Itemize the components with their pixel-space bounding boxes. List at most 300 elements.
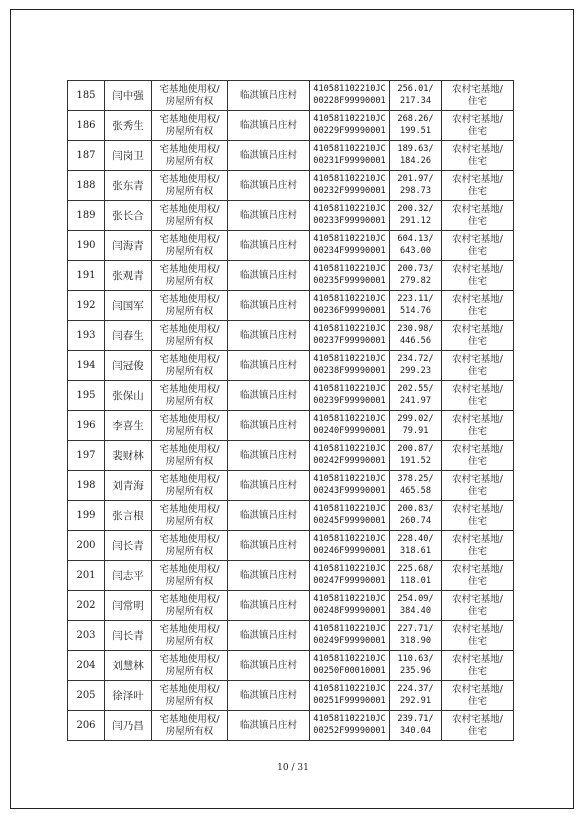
area-line-1: 224.37/ [397, 684, 434, 694]
area [390, 411, 442, 441]
property-code-line-2: 00231F99990001 [313, 155, 386, 166]
property-code-line-2: 00248F99990001 [313, 605, 386, 616]
right-type [152, 441, 228, 471]
owner-name: 闫国军 [105, 291, 152, 321]
right-type-line-1: 宅基地使用权/ [159, 714, 220, 725]
row-number: 196 [68, 411, 105, 441]
property-code-line-2: 00237F99990001 [313, 335, 386, 346]
area-line-1: 202.55/ [397, 384, 434, 394]
property-code-line-2: 00242F99990001 [313, 455, 386, 466]
land-use [442, 411, 514, 441]
location: 临淇镇吕庄村 [228, 261, 310, 291]
property-code-line-2: 00229F99990001 [313, 125, 386, 136]
area-line-1: 201.97/ [397, 174, 434, 184]
land-use-line-2: 住宅 [467, 455, 487, 467]
area [390, 441, 442, 471]
right-type-line-1: 宅基地使用权/ [159, 174, 220, 185]
land-use [442, 381, 514, 411]
table-row [68, 501, 514, 531]
land-use [442, 441, 514, 471]
location: 临淇镇吕庄村 [228, 171, 310, 201]
land-use-line-2: 住宅 [467, 95, 487, 107]
area-line-2: 340.04 [399, 725, 432, 736]
right-type-line-2: 房屋所有权 [165, 125, 214, 137]
location: 临淇镇吕庄村 [228, 231, 310, 261]
row-number: 188 [68, 171, 105, 201]
right-type [152, 351, 228, 381]
area-line-1: 200.83/ [397, 504, 434, 514]
land-use-line-1: 农村宅基地/ [452, 354, 503, 365]
location: 临淇镇吕庄村 [228, 411, 310, 441]
area-line-2: 299.23 [399, 365, 432, 376]
owner-name: 刘青海 [105, 471, 152, 501]
right-type [152, 591, 228, 621]
property-code-line-2: 00246F99990001 [313, 545, 386, 556]
land-use [442, 591, 514, 621]
property-code [310, 561, 390, 591]
land-use [442, 291, 514, 321]
property-code-line-1: 410581102210JC [313, 414, 386, 424]
location: 临淇镇吕庄村 [228, 471, 310, 501]
property-code-line-2: 00233F99990001 [313, 215, 386, 226]
area-line-2: 279.82 [399, 275, 432, 286]
right-type-line-2: 房屋所有权 [165, 365, 214, 377]
row-number: 205 [68, 681, 105, 711]
land-use-line-2: 住宅 [467, 695, 487, 707]
land-use [442, 321, 514, 351]
owner-name: 闫长青 [105, 531, 152, 561]
area-line-1: 200.87/ [397, 444, 434, 454]
area-line-1: 239.71/ [397, 714, 434, 724]
property-code [310, 141, 390, 171]
property-code-line-1: 410581102210JC [313, 384, 386, 394]
land-use [442, 711, 514, 741]
area-line-2: 235.96 [399, 665, 432, 676]
location: 临淇镇吕庄村 [228, 351, 310, 381]
owner-name: 张长合 [105, 201, 152, 231]
right-type [152, 111, 228, 141]
area-line-2: 217.34 [399, 95, 432, 106]
registry-table [67, 80, 514, 741]
right-type-line-2: 房屋所有权 [165, 245, 214, 257]
row-number: 198 [68, 471, 105, 501]
right-type [152, 531, 228, 561]
land-use-line-2: 住宅 [467, 545, 487, 557]
location: 临淇镇吕庄村 [228, 621, 310, 651]
right-type [152, 81, 228, 111]
property-code-line-2: 00247F99990001 [313, 575, 386, 586]
right-type-line-2: 房屋所有权 [165, 185, 214, 197]
land-use [442, 651, 514, 681]
property-code-line-2: 00251F99990001 [313, 695, 386, 706]
table-row [68, 471, 514, 501]
land-use [442, 141, 514, 171]
land-use-line-2: 住宅 [467, 575, 487, 587]
land-use-line-1: 农村宅基地/ [452, 564, 503, 575]
owner-name: 刘慧林 [105, 651, 152, 681]
land-use-line-1: 农村宅基地/ [452, 684, 503, 695]
right-type-line-2: 房屋所有权 [165, 635, 214, 647]
property-code [310, 471, 390, 501]
area [390, 111, 442, 141]
row-number: 192 [68, 291, 105, 321]
area [390, 501, 442, 531]
right-type-line-2: 房屋所有权 [165, 515, 214, 527]
right-type-line-1: 宅基地使用权/ [159, 294, 220, 305]
owner-name: 张言根 [105, 501, 152, 531]
table-row [68, 651, 514, 681]
property-code [310, 111, 390, 141]
land-use [442, 231, 514, 261]
right-type-line-1: 宅基地使用权/ [159, 354, 220, 365]
property-code-line-1: 410581102210JC [313, 324, 386, 334]
land-use-line-1: 农村宅基地/ [452, 294, 503, 305]
land-use-line-2: 住宅 [467, 365, 487, 377]
right-type-line-2: 房屋所有权 [165, 155, 214, 167]
right-type-line-2: 房屋所有权 [165, 335, 214, 347]
right-type-line-2: 房屋所有权 [165, 395, 214, 407]
right-type-line-2: 房屋所有权 [165, 275, 214, 287]
land-use-line-2: 住宅 [467, 155, 487, 167]
table-row [68, 141, 514, 171]
area-line-1: 200.32/ [397, 204, 434, 214]
area-line-1: 268.26/ [397, 114, 434, 124]
property-code-line-2: 00236F99990001 [313, 305, 386, 316]
owner-name: 裴财林 [105, 441, 152, 471]
right-type [152, 201, 228, 231]
area-line-2: 292.91 [399, 695, 432, 706]
land-use [442, 351, 514, 381]
land-use-line-1: 农村宅基地/ [452, 594, 503, 605]
area-line-1: 228.40/ [397, 534, 434, 544]
table-row [68, 681, 514, 711]
property-code-line-2: 00250F00010001 [313, 665, 386, 676]
area-line-2: 291.12 [399, 215, 432, 226]
land-use-line-2: 住宅 [467, 665, 487, 677]
table-row [68, 171, 514, 201]
table-row [68, 81, 514, 111]
table-row [68, 591, 514, 621]
property-code-line-1: 410581102210JC [313, 534, 386, 544]
right-type-line-1: 宅基地使用权/ [159, 534, 220, 545]
owner-name: 闫长青 [105, 621, 152, 651]
right-type-line-2: 房屋所有权 [165, 95, 214, 107]
property-code [310, 321, 390, 351]
right-type-line-1: 宅基地使用权/ [159, 84, 220, 95]
land-use-line-1: 农村宅基地/ [452, 324, 503, 335]
property-code [310, 621, 390, 651]
property-code-line-2: 00245F99990001 [313, 515, 386, 526]
property-code [310, 411, 390, 441]
property-code-line-1: 410581102210JC [313, 144, 386, 154]
location: 临淇镇吕庄村 [228, 681, 310, 711]
right-type [152, 171, 228, 201]
area [390, 171, 442, 201]
right-type-line-1: 宅基地使用权/ [159, 204, 220, 215]
right-type-line-2: 房屋所有权 [165, 695, 214, 707]
owner-name: 张秀生 [105, 111, 152, 141]
land-use-line-2: 住宅 [467, 395, 487, 407]
right-type-line-1: 宅基地使用权/ [159, 654, 220, 665]
property-code-line-2: 00232F99990001 [313, 185, 386, 196]
property-code [310, 231, 390, 261]
row-number: 199 [68, 501, 105, 531]
area [390, 591, 442, 621]
table-row [68, 531, 514, 561]
land-use-line-1: 农村宅基地/ [452, 654, 503, 665]
land-use-line-2: 住宅 [467, 515, 487, 527]
right-type-line-2: 房屋所有权 [165, 425, 214, 437]
right-type [152, 411, 228, 441]
owner-name: 闫冠俊 [105, 351, 152, 381]
page-number: 10 / 31 [277, 763, 309, 773]
land-use [442, 501, 514, 531]
row-number: 191 [68, 261, 105, 291]
owner-name: 李喜生 [105, 411, 152, 441]
land-use-line-2: 住宅 [467, 605, 487, 617]
owner-name: 闫志平 [105, 561, 152, 591]
property-code [310, 681, 390, 711]
land-use-line-2: 住宅 [467, 215, 487, 227]
table-row [68, 621, 514, 651]
area [390, 141, 442, 171]
land-use-line-2: 住宅 [467, 305, 487, 317]
land-use [442, 561, 514, 591]
location: 临淇镇吕庄村 [228, 321, 310, 351]
right-type-line-1: 宅基地使用权/ [159, 114, 220, 125]
owner-name: 闫春生 [105, 321, 152, 351]
land-use-line-1: 农村宅基地/ [452, 444, 503, 455]
area [390, 681, 442, 711]
area-line-2: 191.52 [399, 455, 432, 466]
area-line-1: 110.63/ [397, 654, 434, 664]
land-use-line-2: 住宅 [467, 125, 487, 137]
table-row [68, 351, 514, 381]
land-use-line-2: 住宅 [467, 335, 487, 347]
right-type-line-1: 宅基地使用权/ [159, 414, 220, 425]
location: 临淇镇吕庄村 [228, 651, 310, 681]
right-type [152, 651, 228, 681]
property-code-line-2: 00228F99990001 [313, 95, 386, 106]
property-code-line-1: 410581102210JC [313, 474, 386, 484]
right-type [152, 621, 228, 651]
area [390, 471, 442, 501]
area [390, 381, 442, 411]
land-use-line-1: 农村宅基地/ [452, 114, 503, 125]
property-code [310, 291, 390, 321]
area-line-1: 227.71/ [397, 624, 434, 634]
land-use-line-1: 农村宅基地/ [452, 234, 503, 245]
property-code-line-1: 410581102210JC [313, 624, 386, 634]
row-number: 194 [68, 351, 105, 381]
table-row [68, 291, 514, 321]
area-line-2: 384.40 [399, 605, 432, 616]
area-line-1: 299.02/ [397, 414, 434, 424]
land-use-line-2: 住宅 [467, 185, 487, 197]
table-row [68, 201, 514, 231]
location: 临淇镇吕庄村 [228, 81, 310, 111]
right-type-line-2: 房屋所有权 [165, 305, 214, 317]
land-use-line-1: 农村宅基地/ [452, 144, 503, 155]
right-type-line-1: 宅基地使用权/ [159, 264, 220, 275]
land-use [442, 261, 514, 291]
property-code [310, 261, 390, 291]
right-type-line-2: 房屋所有权 [165, 455, 214, 467]
location: 临淇镇吕庄村 [228, 111, 310, 141]
right-type [152, 321, 228, 351]
land-use-line-1: 农村宅基地/ [452, 174, 503, 185]
owner-name: 闫乃昌 [105, 711, 152, 741]
right-type-line-1: 宅基地使用权/ [159, 384, 220, 395]
owner-name: 闫岗卫 [105, 141, 152, 171]
area-line-1: 189.63/ [397, 144, 434, 154]
right-type-line-1: 宅基地使用权/ [159, 504, 220, 515]
property-code-line-2: 00252F99990001 [313, 725, 386, 736]
location: 临淇镇吕庄村 [228, 531, 310, 561]
right-type [152, 711, 228, 741]
right-type-line-2: 房屋所有权 [165, 605, 214, 617]
property-code-line-1: 410581102210JC [313, 594, 386, 604]
property-code-line-2: 00235F99990001 [313, 275, 386, 286]
area-line-1: 256.01/ [397, 84, 434, 94]
area-line-2: 446.56 [399, 335, 432, 346]
registry-body [68, 81, 514, 741]
area [390, 531, 442, 561]
right-type-line-2: 房屋所有权 [165, 545, 214, 557]
row-number: 193 [68, 321, 105, 351]
land-use [442, 531, 514, 561]
right-type [152, 231, 228, 261]
row-number: 206 [68, 711, 105, 741]
right-type [152, 141, 228, 171]
land-use-line-2: 住宅 [467, 485, 487, 497]
area-line-1: 230.98/ [397, 324, 434, 334]
location: 临淇镇吕庄村 [228, 501, 310, 531]
right-type-line-1: 宅基地使用权/ [159, 474, 220, 485]
property-code-line-1: 410581102210JC [313, 114, 386, 124]
land-use-line-1: 农村宅基地/ [452, 264, 503, 275]
right-type-line-2: 房屋所有权 [165, 665, 214, 677]
property-code [310, 351, 390, 381]
right-type-line-1: 宅基地使用权/ [159, 234, 220, 245]
right-type-line-1: 宅基地使用权/ [159, 624, 220, 635]
location: 临淇镇吕庄村 [228, 291, 310, 321]
area-line-2: 514.76 [399, 305, 432, 316]
land-use-line-2: 住宅 [467, 425, 487, 437]
right-type [152, 681, 228, 711]
area-line-2: 260.74 [399, 515, 432, 526]
right-type [152, 501, 228, 531]
property-code-line-2: 00240F99990001 [313, 425, 386, 436]
owner-name: 张东青 [105, 171, 152, 201]
area-line-2: 241.97 [399, 395, 432, 406]
area [390, 201, 442, 231]
property-code-line-2: 00238F99990001 [313, 365, 386, 376]
right-type-line-1: 宅基地使用权/ [159, 594, 220, 605]
land-use [442, 171, 514, 201]
area-line-1: 234.72/ [397, 354, 434, 364]
owner-name: 闫中强 [105, 81, 152, 111]
property-code-line-1: 410581102210JC [313, 564, 386, 574]
property-code-line-1: 410581102210JC [313, 504, 386, 514]
row-number: 185 [68, 81, 105, 111]
right-type [152, 291, 228, 321]
table-row [68, 711, 514, 741]
location: 临淇镇吕庄村 [228, 711, 310, 741]
property-code-line-1: 410581102210JC [313, 294, 386, 304]
right-type-line-2: 房屋所有权 [165, 575, 214, 587]
location: 临淇镇吕庄村 [228, 591, 310, 621]
area-line-2: 318.90 [399, 635, 432, 646]
area [390, 711, 442, 741]
land-use-line-1: 农村宅基地/ [452, 714, 503, 725]
land-use-line-1: 农村宅基地/ [452, 504, 503, 515]
area-line-2: 118.01 [399, 575, 432, 586]
property-code-line-1: 410581102210JC [313, 264, 386, 274]
property-code [310, 501, 390, 531]
area-line-1: 254.09/ [397, 594, 434, 604]
location: 临淇镇吕庄村 [228, 381, 310, 411]
property-code-line-2: 00234F99990001 [313, 245, 386, 256]
location: 临淇镇吕庄村 [228, 561, 310, 591]
table-row [68, 231, 514, 261]
land-use-line-2: 住宅 [467, 245, 487, 257]
property-code [310, 711, 390, 741]
land-use [442, 111, 514, 141]
table-row [68, 561, 514, 591]
right-type [152, 471, 228, 501]
right-type-line-1: 宅基地使用权/ [159, 444, 220, 455]
property-code [310, 171, 390, 201]
row-number: 204 [68, 651, 105, 681]
area-line-1: 604.13/ [397, 234, 434, 244]
owner-name: 徐泽叶 [105, 681, 152, 711]
row-number: 186 [68, 111, 105, 141]
property-code-line-1: 410581102210JC [313, 84, 386, 94]
area [390, 291, 442, 321]
right-type-line-1: 宅基地使用权/ [159, 684, 220, 695]
land-use-line-1: 农村宅基地/ [452, 474, 503, 485]
owner-name: 闫海青 [105, 231, 152, 261]
right-type-line-2: 房屋所有权 [165, 485, 214, 497]
property-code-line-1: 410581102210JC [313, 354, 386, 364]
land-use-line-2: 住宅 [467, 725, 487, 737]
right-type-line-1: 宅基地使用权/ [159, 564, 220, 575]
row-number: 189 [68, 201, 105, 231]
area-line-2: 298.73 [399, 185, 432, 196]
area [390, 231, 442, 261]
property-code-line-2: 00239F99990001 [313, 395, 386, 406]
right-type [152, 561, 228, 591]
location: 临淇镇吕庄村 [228, 141, 310, 171]
property-code [310, 381, 390, 411]
area-line-2: 79.91 [402, 425, 429, 436]
land-use [442, 201, 514, 231]
owner-name: 张观青 [105, 261, 152, 291]
row-number: 200 [68, 531, 105, 561]
owner-name: 闫常明 [105, 591, 152, 621]
area-line-2: 465.58 [399, 485, 432, 496]
property-code-line-2: 00249F99990001 [313, 635, 386, 646]
property-code-line-1: 410581102210JC [313, 234, 386, 244]
area [390, 621, 442, 651]
area-line-1: 225.68/ [397, 564, 434, 574]
location: 临淇镇吕庄村 [228, 201, 310, 231]
property-code [310, 531, 390, 561]
location: 临淇镇吕庄村 [228, 441, 310, 471]
area-line-2: 643.00 [399, 245, 432, 256]
land-use [442, 621, 514, 651]
